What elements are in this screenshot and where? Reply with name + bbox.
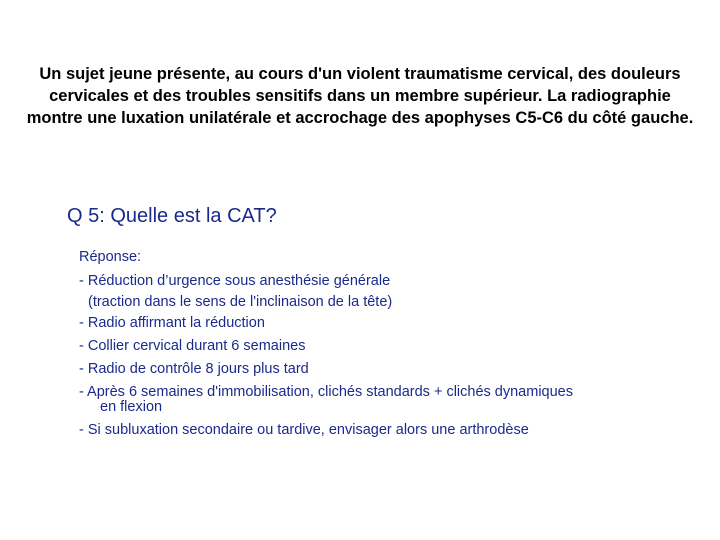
answer-item: - Après 6 semaines d'immobilisation, clichés standards + clichés dynamiques <box>79 384 573 400</box>
answer-item: - Collier cervical durant 6 semaines <box>79 338 306 354</box>
answer-item: - Radio affirmant la réduction <box>79 315 265 331</box>
answer-item-continuation: (traction dans le sens de l'inclinaison de la tête) <box>88 294 393 310</box>
case-description: Un sujet jeune présente, au cours d'un violent traumatisme cervical, des douleurs cervicales et des troubles sensitifs dans un membre supérieur. La radiographie montre une luxation unilatérale et accrochage des apophyses C5-C6 du côté gauche. <box>26 65 694 127</box>
question-heading: Q 5: Quelle est la CAT? <box>67 205 277 227</box>
answer-block <box>79 246 573 442</box>
answer-item: - Radio de contrôle 8 jours plus tard <box>79 361 309 377</box>
answer-label: Réponse: <box>79 249 142 265</box>
answer-item: - Réduction d’urgence sous anesthésie générale <box>79 273 391 289</box>
answer-item: - Si subluxation secondaire ou tardive, envisager alors une arthrodèse <box>79 422 529 438</box>
answer-item-continuation: en flexion <box>100 399 163 415</box>
answer-list <box>79 270 573 442</box>
